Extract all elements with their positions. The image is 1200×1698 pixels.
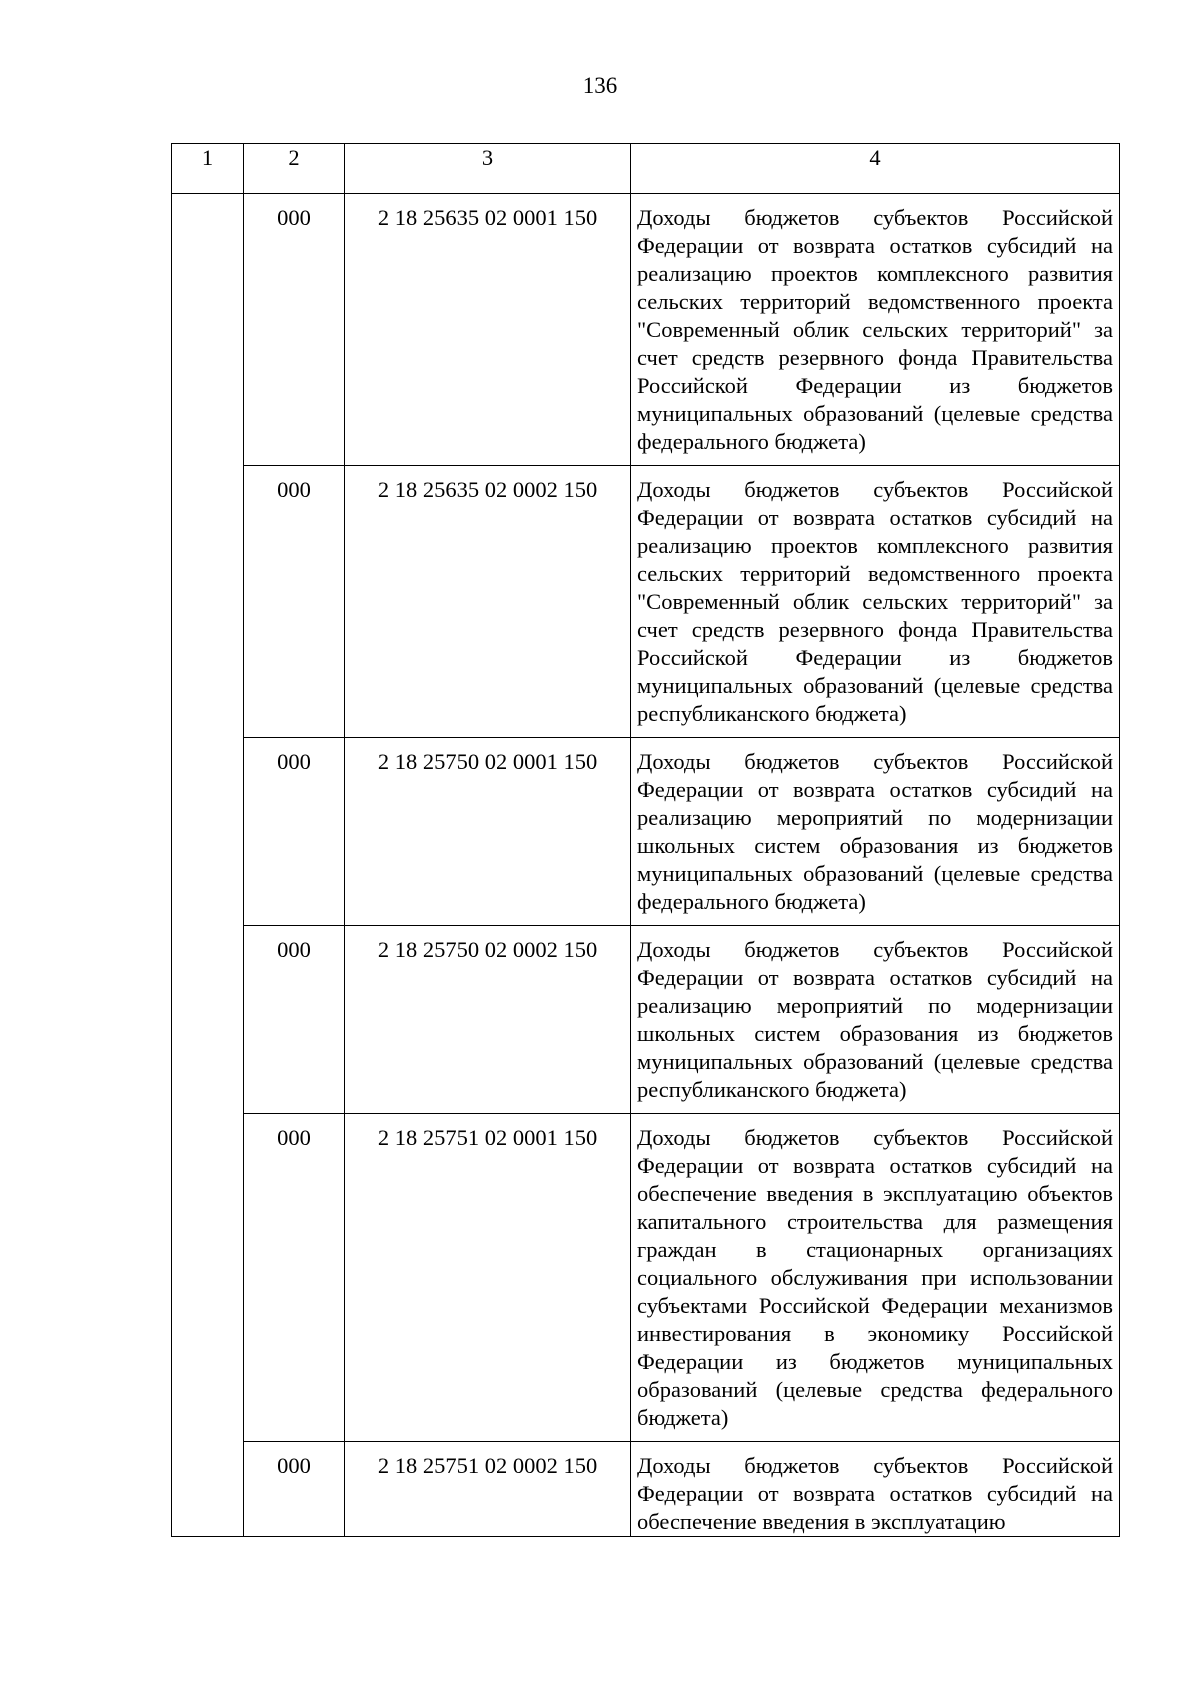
revenue-code-cell: 2 18 25750 02 0002 150: [345, 926, 631, 1114]
page-number: 136: [582, 73, 618, 98]
revenue-description-cell: Доходы бюджетов субъектов Российской Федерации от возврата остатков субсидий на реализацию проектов комплексного развития сельских территорий ведомственного проекта "Современный облик сельских территорий" за счет средств резервного фонда Правительства Российской Федерации из бюджетов муниципальных образований (целевые средства федерального бюджета): [631, 194, 1120, 466]
admin-code-cell: 000: [244, 466, 345, 738]
table-row: [172, 1114, 1120, 1442]
table-row: [172, 466, 1120, 738]
table-row: [172, 926, 1120, 1114]
admin-code-cell: 000: [244, 1114, 345, 1442]
revenue-code-cell: 2 18 25751 02 0002 150: [345, 1442, 631, 1537]
empty-cell-column-1: [172, 194, 244, 1537]
budget-revenue-table: [171, 143, 1120, 1537]
header-cell-3: 3: [345, 144, 631, 194]
revenue-code-cell: 2 18 25635 02 0002 150: [345, 466, 631, 738]
admin-code-cell: 000: [244, 1442, 345, 1537]
header-cell-1: 1: [172, 144, 244, 194]
revenue-code-cell: 2 18 25751 02 0001 150: [345, 1114, 631, 1442]
header-cell-4: 4: [631, 144, 1120, 194]
table-row: [172, 194, 1120, 466]
revenue-description-cell: Доходы бюджетов субъектов Российской Федерации от возврата остатков субсидий на обеспечение введения в эксплуатацию объектов капитального строительства для размещения граждан в стационарных организациях социального обслуживания при использовании субъектами Российской Федерации механизмов инвестирования в экономику Российской Федерации из бюджетов муниципальных образований (целевые средства федерального бюджета): [631, 1114, 1120, 1442]
revenue-code-cell: 2 18 25635 02 0001 150: [345, 194, 631, 466]
revenue-description-cell: Доходы бюджетов субъектов Российской Федерации от возврата остатков субсидий на реализацию мероприятий по модернизации школьных систем образования из бюджетов муниципальных образований (целевые средства федерального бюджета): [631, 738, 1120, 926]
revenue-description-cell: Доходы бюджетов субъектов Российской Федерации от возврата остатков субсидий на реализацию мероприятий по модернизации школьных систем образования из бюджетов муниципальных образований (целевые средства республиканского бюджета): [631, 926, 1120, 1114]
table-header-row: [172, 144, 1120, 194]
revenue-description-cell: [631, 1442, 1120, 1537]
admin-code-cell: 000: [244, 926, 345, 1114]
header-cell-2: 2: [244, 144, 345, 194]
table-row: [172, 738, 1120, 926]
table-row: [172, 1442, 1120, 1537]
revenue-code-cell: 2 18 25750 02 0001 150: [345, 738, 631, 926]
admin-code-cell: 000: [244, 738, 345, 926]
admin-code-cell: 000: [244, 194, 345, 466]
revenue-description-cell: Доходы бюджетов субъектов Российской Федерации от возврата остатков субсидий на реализацию проектов комплексного развития сельских территорий ведомственного проекта "Современный облик сельских территорий" за счет средств резервного фонда Правительства Российской Федерации из бюджетов муниципальных образований (целевые средства республиканского бюджета): [631, 466, 1120, 738]
revenue-description-text: Доходы бюджетов субъектов Российской Федерации от возврата остатков субсидий на обеспечение введения в эксплуатацию: [637, 1453, 1113, 1534]
